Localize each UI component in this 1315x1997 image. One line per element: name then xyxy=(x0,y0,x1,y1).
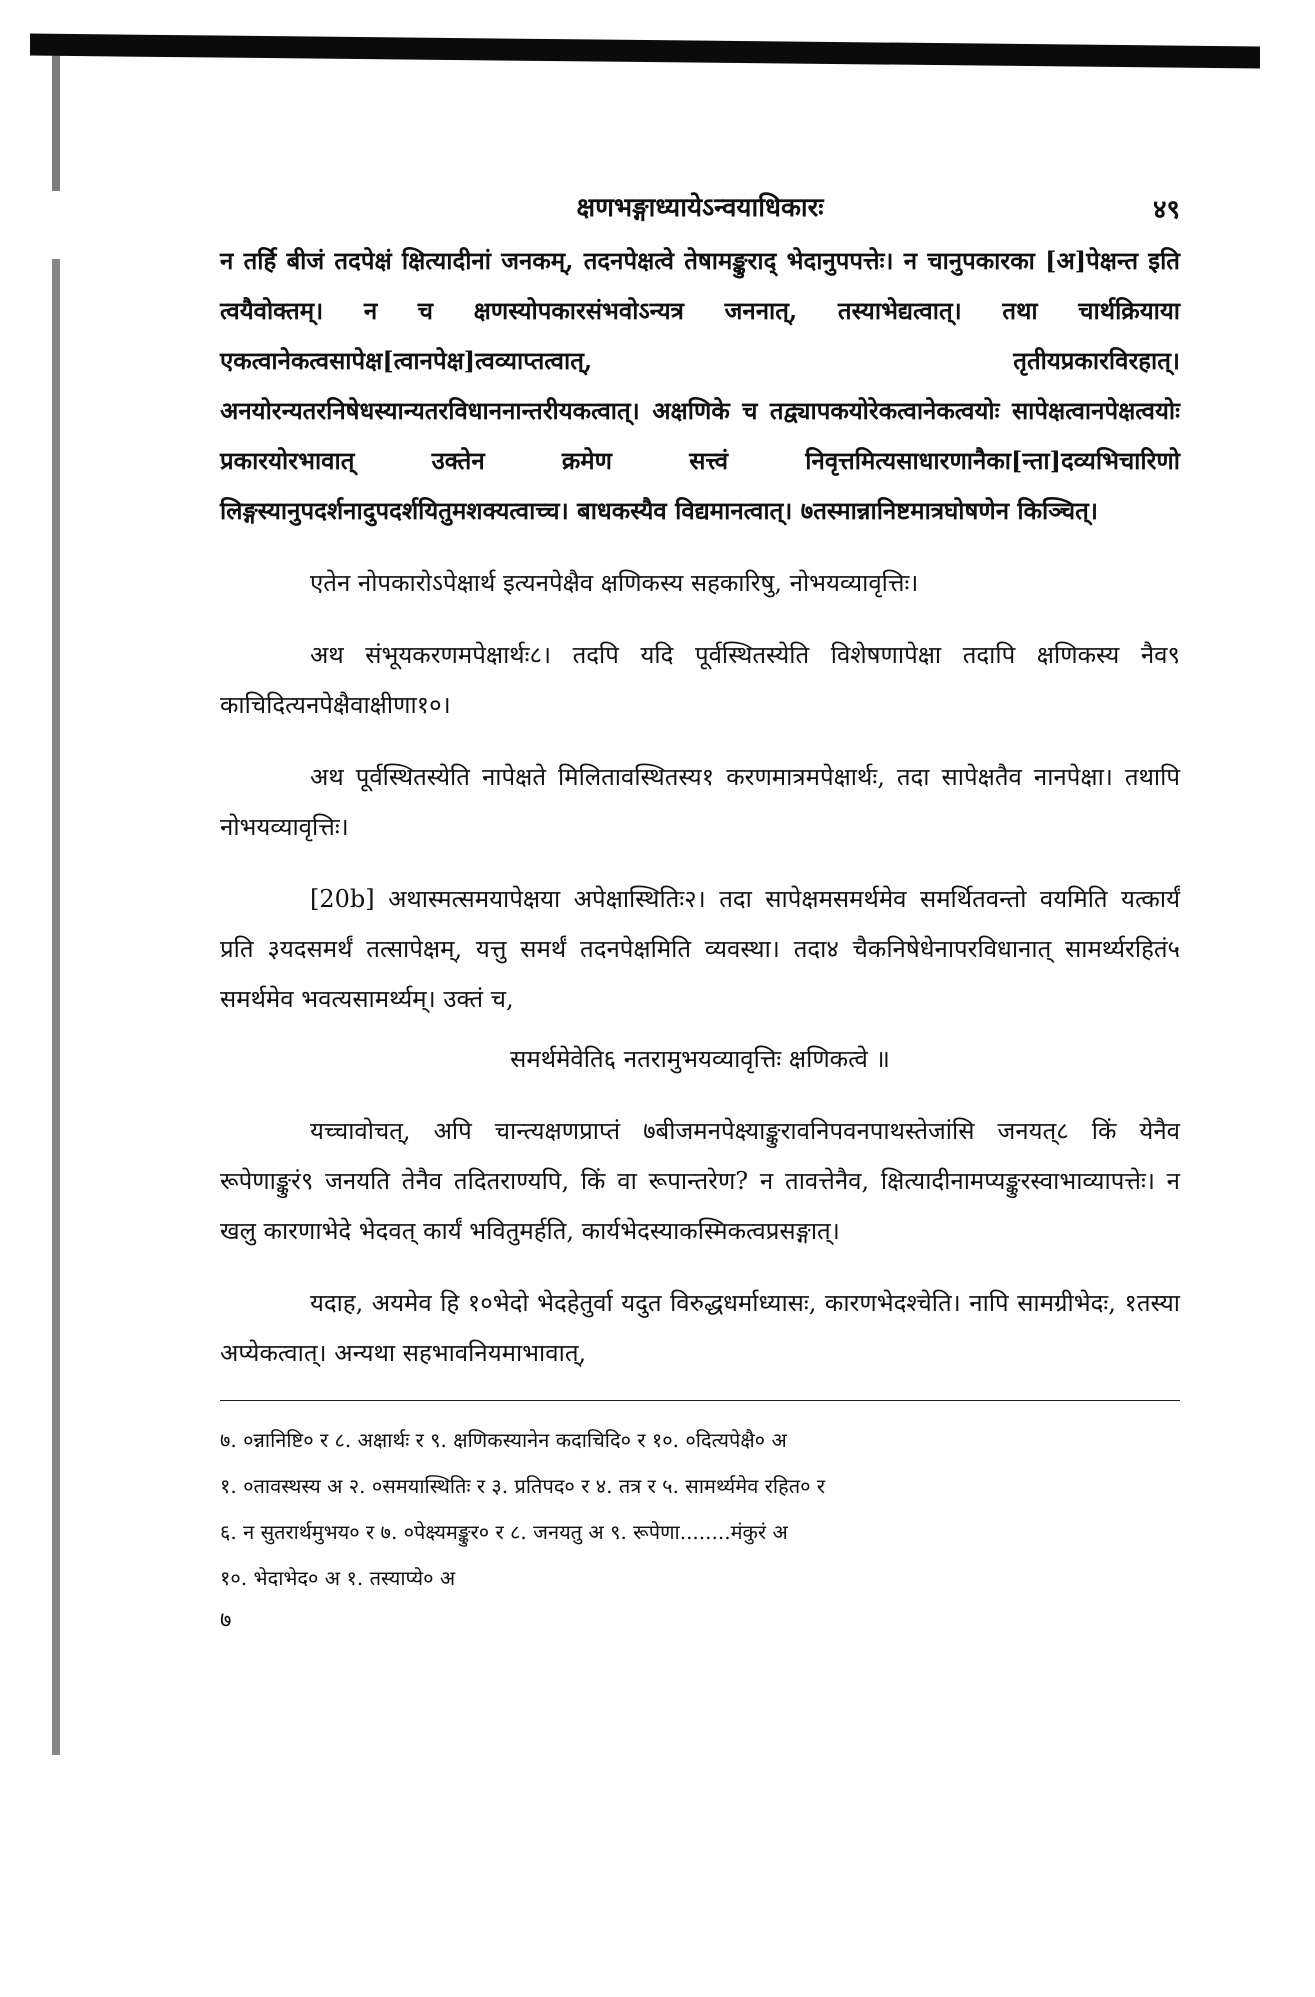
footnote-line-1: ७. ०न्नानिष्टि० र ८. अक्षार्थः र ९. क्षणिकस्यानेन कदाचिदि० र १०. ०दित्यपेक्षै० अ xyxy=(220,1428,787,1452)
running-title: क्षणभङ्गाध्यायेऽन्वयाधिकारः xyxy=(576,193,824,223)
page-content xyxy=(220,188,1180,1637)
page-number: ४९ xyxy=(1152,195,1180,225)
left-margin-rule xyxy=(52,55,60,1755)
paragraph-7: यदाह, अयमेव हि १०भेदो भेदहेतुर्वा यदुत विरुद्धधर्माध्यासः, कारणभेदश्चेति। नापि सामग्रीभेदः, १तस्या अप्येकत्वात्। अन्यथा सहभावनियमाभावात्, xyxy=(220,1289,1180,1367)
paragraph-2: एतेन नोपकारोऽपेक्षार्थ इत्यनपेक्षैव क्षणिकस्य सहकारिषु, नोभयव्यावृत्तिः। xyxy=(310,569,919,597)
footnote-line-3: ६. न सुतरार्थमुभय० र ७. ०पेक्ष्यमङ्कुर० र ८. जनयतु अ ९. रूपेणा........मंकुरं अ xyxy=(220,1520,788,1544)
top-border-rule xyxy=(30,34,1260,69)
paragraph-3: अथ संभूयकरणमपेक्षार्थः८। तदपि यदि पूर्वस्थितस्येति विशेषणापेक्षा तदापि क्षणिकस्य नैव९ काचिदित्यनपेक्षैवाक्षीणा१०। xyxy=(220,641,1180,719)
verse-line: समर्थमेवेति६ नतरामुभयव्यावृत्तिः क्षणिकत्वे ॥ xyxy=(510,1045,890,1073)
paragraph-1: न तर्हि बीजं तदपेक्षं क्षित्यादीनां जनकम्, तदनपेक्षत्वे तेषामङ्कुराद् भेदानुपपत्तेः। न चानुपकारका [अ]पेक्षन्त इति त्वयैवोक्तम्। न च क्षणस्योपकारसंभवोऽन्यत्र जननात्, तस्याभेद्यत्वात्। तथा चार्थक्रियाया एकत्वानेकत्वसापेक्ष[त्वानपेक्ष]त्वव्याप्तत्वात्, तृतीयप्रकारविरहात्। अनयोरन्यतरनिषेधस्यान्यतरविधाननान्तरीयकत्वात्। अक्षणिके च तद्व्यापकयोरेकत्वानेकत्वयोः सापेक्षत्वानपेक्षत्वयोः प्रकारयोरभावात् उक्तेन क्रमेण सत्त्वं निवृत्तमित्यसाधारणानैका[न्ता]दव्यभिचारिणो लिङ्गस्यानुपदर्शनादुपदर्शयितुमशक्यत्वाच्च। बाधकस्यैव विद्यमानत्वात्। ७तस्मान्नानिष्टमात्रघोषणेन किञ्चित्। xyxy=(220,246,1180,525)
footnotes xyxy=(220,1417,1180,1601)
paragraph-5: [20b] अथास्मत्समयापेक्षया अपेक्षास्थितिः२। तदा सापेक्षमसमर्थमेव समर्थितवन्तो वयमिति यत्कार्यं प्रति ३यदसमर्थं तत्सापेक्षम्, यत्तु समर्थं तदनपेक्षमिति व्यवस्था। तदा४ चैकनिषेधेनापरविधानात् सामर्थ्यरहितं५ समर्थमेव भवत्यसामर्थ्यम्। उक्तं च, xyxy=(220,885,1180,1013)
folio-signature: ७ xyxy=(220,1608,232,1633)
footnote-line-4: १०. भेदाभेद० अ १. तस्याप्ये० अ xyxy=(220,1566,456,1590)
paragraph-4: अथ पूर्वस्थितस्येति नापेक्षते मिलितावस्थितस्य१ करणमात्रमपेक्षार्थः, तदा सापेक्षतैव नानपेक्षा। तथापि नोभयव्यावृत्तिः। xyxy=(220,763,1180,841)
main-text xyxy=(220,236,1180,1378)
footnote-line-2: १. ०तावस्थस्य अ २. ०समयास्थितिः र ३. प्रतिपद० र ४. तत्र र ५. सामर्थ्यमेव रहित० र xyxy=(220,1474,826,1498)
footnote-divider xyxy=(220,1400,1180,1401)
running-header xyxy=(220,188,1180,236)
paragraph-6: यच्चावोचत्, अपि चान्त्यक्षणप्राप्तं ७बीजमनपेक्ष्याङ्कुरावनिपवनपाथस्तेजांसि जनयत्८ किं येनैव रूपेणाङ्कुरं९ जनयति तेनैव तदितराण्यपि, किं वा रूपान्तरेण? न तावत्तेनैव, क्षित्यादीनामप्यङ्कुरस्वाभाव्यापत्तेः। न खलु कारणाभेदे भेदवत् कार्यं भवितुमर्हति, कार्यभेदस्याकस्मिकत्वप्रसङ्गात्। xyxy=(220,1117,1180,1245)
